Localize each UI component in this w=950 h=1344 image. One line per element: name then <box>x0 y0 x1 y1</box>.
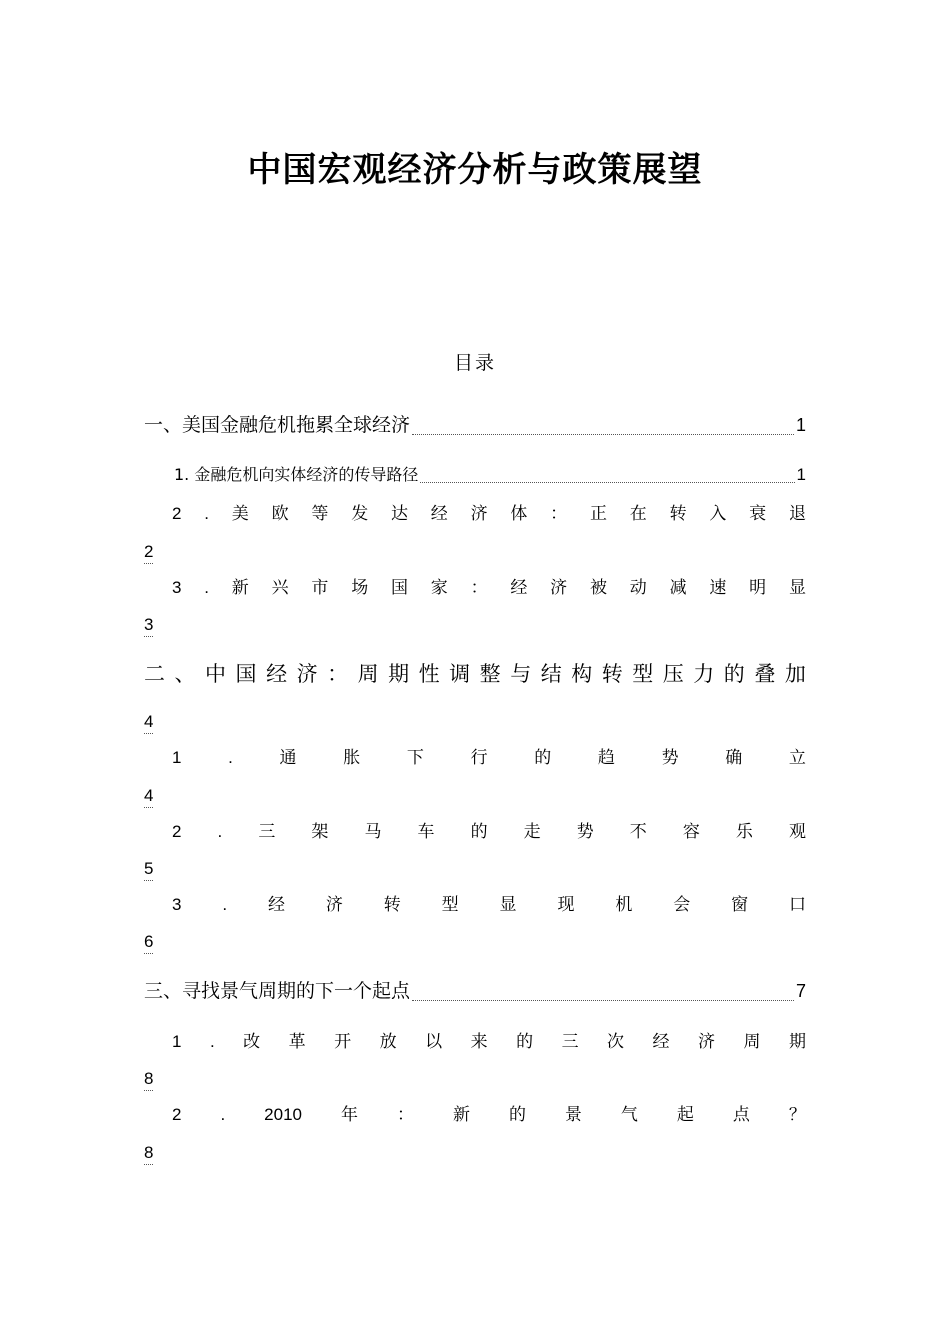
toc-entry-char: 乐 <box>735 822 753 842</box>
dotted-leader <box>420 481 794 483</box>
toc-entry-char: 济 <box>698 1032 716 1052</box>
dotted-leader <box>412 999 794 1001</box>
toc-entry-char: 三 <box>561 1032 579 1052</box>
toc-entry-char: 新 <box>231 578 249 598</box>
toc-entry-char: 济 <box>325 895 343 915</box>
toc-entry-char: 、 <box>174 662 196 686</box>
toc-entry-char: 中 <box>205 662 227 686</box>
toc-page-number: 5 <box>144 858 153 881</box>
toc-entry-char: 加 <box>784 662 806 686</box>
toc-entry-2-3[interactable] <box>172 893 806 917</box>
toc-entry-char: 经 <box>652 1032 670 1052</box>
toc-entry-char: 结 <box>540 662 562 686</box>
toc-entry-char: 三 <box>258 822 276 842</box>
toc-entry-2-2[interactable] <box>172 820 806 844</box>
toc-page-number: 6 <box>144 931 153 954</box>
toc-entry-char: 济 <box>470 504 488 524</box>
toc-entry-3-1[interactable] <box>172 1030 806 1054</box>
toc-entry-section-3[interactable] <box>144 978 806 1004</box>
toc-entry-char: 家 <box>430 578 448 598</box>
toc-entry-char: . <box>204 504 209 523</box>
toc-entry-char: 1 <box>172 1032 182 1051</box>
toc-entry-char: 景 <box>564 1105 582 1125</box>
toc-entry-char: 势 <box>576 822 594 842</box>
toc-entry-char: 现 <box>557 895 575 915</box>
toc-entry-char: 经 <box>510 578 528 598</box>
toc-page-number: 1 <box>796 465 806 484</box>
toc-entry-char: 的 <box>516 1032 534 1052</box>
toc-entry-char: 2 <box>172 1105 182 1124</box>
toc-entry-char: 立 <box>788 748 806 768</box>
toc-entry-char: 的 <box>534 748 552 768</box>
toc-entry-char: 正 <box>589 504 607 524</box>
toc-page-number: 4 <box>144 785 153 808</box>
toc-entry-char: . <box>209 1032 215 1051</box>
toc-entry-char: 压 <box>662 662 684 686</box>
toc-entry-char: 济 <box>296 662 318 686</box>
toc-entry-char: ？ <box>788 1105 806 1125</box>
toc-entry-char: 兴 <box>271 578 289 598</box>
toc-entry-char: 新 <box>452 1105 470 1125</box>
toc-entry-char: . <box>204 578 209 597</box>
toc-entry-char: 容 <box>682 822 700 842</box>
toc-entry-char: 2 <box>172 504 182 523</box>
toc-entry-char: 明 <box>749 578 767 598</box>
toc-entry-char: 达 <box>390 504 408 524</box>
toc-entry-char: 入 <box>709 504 727 524</box>
toc-entry-char: 调 <box>449 662 471 686</box>
toc-entry-char: . <box>222 895 228 914</box>
toc-entry-char: 口 <box>789 895 806 915</box>
document-title: 中国宏观经济分析与政策展望 <box>247 150 703 190</box>
toc-entry-char: 马 <box>364 822 382 842</box>
toc-entry-char: 被 <box>589 578 607 598</box>
toc-entry-char: 放 <box>379 1032 397 1052</box>
toc-entry-char: ： <box>550 504 568 524</box>
toc-entry-char: 济 <box>550 578 568 598</box>
toc-entry-char: 起 <box>676 1105 694 1125</box>
toc-entry-char: 整 <box>479 662 501 686</box>
toc-entry-1-3[interactable] <box>172 576 806 600</box>
toc-page-number: 7 <box>795 981 806 1001</box>
toc-entry-char: 型 <box>441 895 459 915</box>
toc-entry-char: 通 <box>279 748 297 768</box>
toc-entry-char: 在 <box>629 504 647 524</box>
toc-entry-char: 3 <box>172 895 182 914</box>
toc-page-number: 2 <box>144 541 153 564</box>
toc-entry-char: 转 <box>383 895 401 915</box>
toc-entry-char: 等 <box>311 504 329 524</box>
toc-entry-1-1[interactable] <box>174 464 806 486</box>
toc-entry-char: 3 <box>172 578 182 597</box>
toc-entry-char: 动 <box>629 578 647 598</box>
toc-entry-char: 周 <box>357 662 379 686</box>
toc-page-number: 8 <box>144 1068 153 1091</box>
toc-entry-char: 确 <box>725 748 743 768</box>
toc-entry-section-1[interactable] <box>144 412 806 438</box>
toc-entry-char: 行 <box>470 748 488 768</box>
toc-entry-char: 退 <box>788 504 806 524</box>
toc-entry-char: 期 <box>388 662 410 686</box>
toc-entry-char: 性 <box>418 662 440 686</box>
toc-entry-1-2[interactable] <box>172 502 806 526</box>
toc-entry-char: 点 <box>732 1105 750 1125</box>
toc-entry-char: 走 <box>523 822 541 842</box>
toc-entry-char: 窗 <box>731 895 749 915</box>
toc-page-number: 8 <box>144 1142 153 1165</box>
toc-entry-text: 一、美国金融危机拖累全球经济 <box>144 414 411 436</box>
toc-entry-char: 2010 <box>264 1105 302 1124</box>
toc-entry-char: 1 <box>172 748 182 767</box>
toc-entry-char: 改 <box>243 1032 261 1052</box>
toc-heading: 目录 <box>453 352 496 374</box>
toc-entry-text: 1. 金融危机向实体经济的传导路径 <box>174 465 419 484</box>
toc-entry-char: 体 <box>510 504 528 524</box>
toc-entry-char: 与 <box>510 662 532 686</box>
toc-entry-2-1[interactable] <box>172 746 806 770</box>
toc-entry-char: 的 <box>723 662 745 686</box>
toc-entry-char: 革 <box>288 1032 306 1052</box>
toc-entry-char: 年 <box>340 1105 358 1125</box>
toc-entry-char: 构 <box>571 662 593 686</box>
toc-entry-char: . <box>217 822 223 841</box>
toc-entry-char: 场 <box>351 578 369 598</box>
toc-entry-char: 转 <box>601 662 623 686</box>
toc-entry-char: 周 <box>743 1032 761 1052</box>
toc-entry-char: 市 <box>311 578 329 598</box>
toc-entry-char: 显 <box>499 895 517 915</box>
toc-entry-char: ： <box>470 578 488 598</box>
toc-entry-char: 2 <box>172 822 182 841</box>
toc-entry-char: 力 <box>693 662 715 686</box>
toc-entry-char: 的 <box>508 1105 526 1125</box>
toc-entry-char: . <box>228 748 233 767</box>
toc-entry-char: 胀 <box>343 748 361 768</box>
toc-entry-char: 趋 <box>597 748 615 768</box>
toc-entry-char: 气 <box>620 1105 638 1125</box>
toc-entry-char: 二 <box>144 662 165 686</box>
toc-entry-char: ： <box>327 662 349 686</box>
toc-entry-char: 次 <box>607 1032 625 1052</box>
dotted-leader <box>412 433 794 435</box>
toc-entry-char: 经 <box>267 895 285 915</box>
toc-entry-char: 不 <box>629 822 647 842</box>
toc-entry-char: 经 <box>430 504 448 524</box>
toc-entry-char: 开 <box>334 1032 352 1052</box>
toc-entry-char: 叠 <box>754 662 776 686</box>
toc-entry-char: 美 <box>231 504 249 524</box>
toc-entry-char: 观 <box>788 822 806 842</box>
toc-entry-char: 期 <box>788 1032 806 1052</box>
toc-page-number: 3 <box>144 614 153 637</box>
toc-entry-char: 减 <box>669 578 687 598</box>
toc-entry-char: 的 <box>470 822 488 842</box>
toc-page-number: 4 <box>144 711 153 734</box>
toc-page-number: 1 <box>795 415 806 435</box>
toc-entry-char: 会 <box>673 895 691 915</box>
toc-entry-char: 国 <box>235 662 257 686</box>
toc-entry-char: 以 <box>425 1032 443 1052</box>
toc-entry-char: 衰 <box>749 504 767 524</box>
toc-entry-char: 速 <box>709 578 727 598</box>
toc-entry-char: 下 <box>406 748 424 768</box>
toc-entry-char: 显 <box>788 578 806 598</box>
toc-entry-char: 来 <box>470 1032 488 1052</box>
toc-entry-char: 架 <box>311 822 329 842</box>
toc-entry-char: . <box>220 1105 226 1124</box>
toc-entry-char: 欧 <box>271 504 289 524</box>
toc-entry-char: 发 <box>351 504 369 524</box>
toc-entry-char: 转 <box>669 504 687 524</box>
toc-entry-char: 势 <box>661 748 679 768</box>
toc-entry-3-2[interactable] <box>172 1103 806 1127</box>
toc-entry-char: 车 <box>417 822 435 842</box>
toc-entry-section-2[interactable] <box>144 660 806 688</box>
toc-entry-text: 三、寻找景气周期的下一个起点 <box>144 980 411 1002</box>
toc-entry-char: 机 <box>615 895 633 915</box>
toc-entry-char: 国 <box>390 578 408 598</box>
toc-entry-char: 经 <box>266 662 288 686</box>
toc-entry-char: 型 <box>632 662 654 686</box>
toc-entry-char: ： <box>396 1105 414 1125</box>
